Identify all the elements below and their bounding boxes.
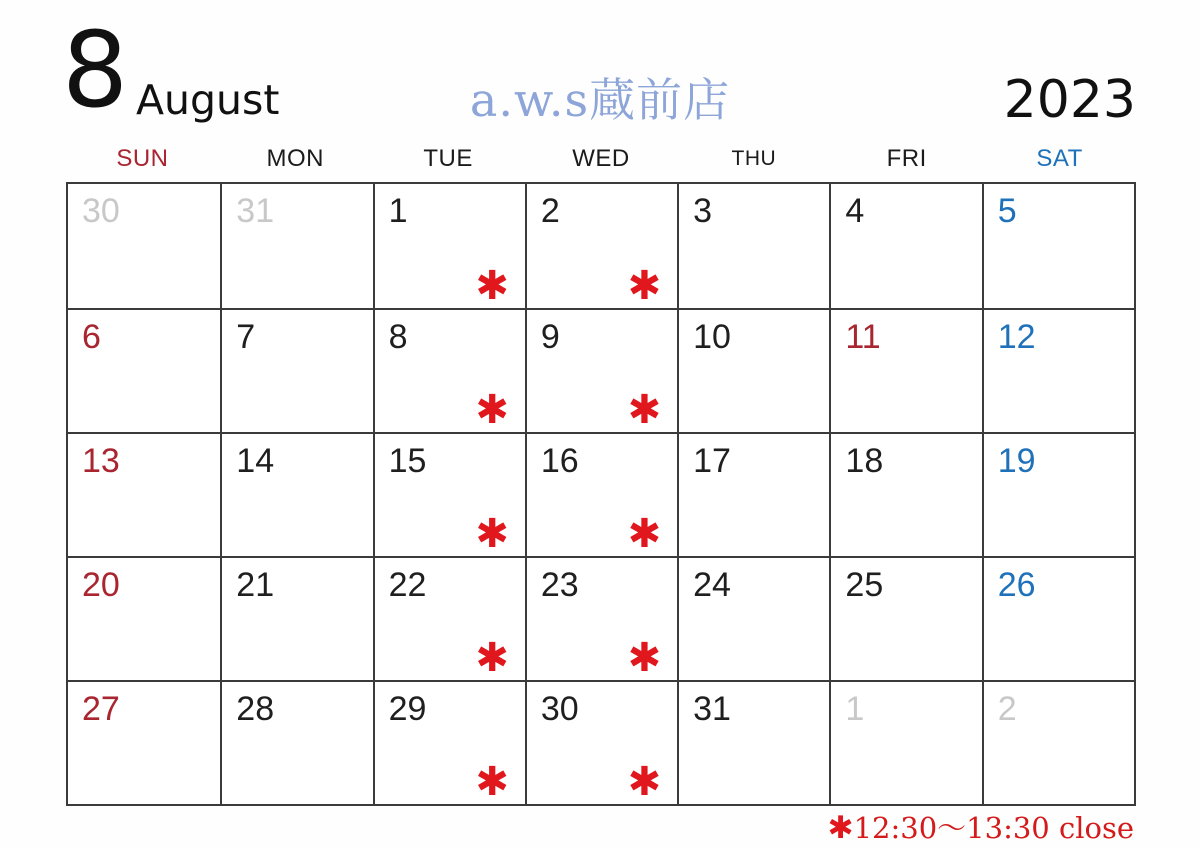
weekday-label: FRI — [886, 145, 927, 172]
calendar-cell — [829, 432, 981, 556]
year-label: 2023 — [1003, 70, 1136, 130]
day-number: 28 — [236, 690, 275, 728]
month-name: August — [136, 76, 280, 124]
calendar-cell — [68, 680, 220, 804]
calendar-cell — [373, 308, 525, 432]
calendar-cell — [220, 308, 372, 432]
calendar-cell — [220, 184, 372, 308]
closed-asterisk-icon: ✱ — [475, 759, 509, 805]
day-number: 21 — [236, 566, 275, 604]
day-number: 6 — [82, 318, 101, 356]
day-number: 11 — [845, 318, 881, 356]
calendar-cell — [373, 556, 525, 680]
day-number: 26 — [997, 566, 1036, 604]
calendar-cell — [68, 556, 220, 680]
closed-asterisk-icon: ✱ — [627, 635, 662, 681]
calendar-cell — [220, 556, 372, 680]
weekday-label: SUN — [116, 145, 169, 172]
day-number: 1 — [388, 192, 408, 230]
day-number: 27 — [82, 690, 120, 728]
month-number: 8 — [62, 9, 129, 131]
day-number: 16 — [540, 442, 579, 480]
day-number: 30 — [82, 192, 120, 230]
closed-asterisk-icon: ✱ — [475, 263, 509, 309]
calendar-cell — [68, 184, 220, 308]
day-number: 29 — [388, 690, 427, 728]
day-number: 12 — [997, 318, 1036, 356]
calendar-cell — [373, 432, 525, 556]
calendar-cell — [220, 680, 372, 804]
weekday-header-row — [66, 140, 1136, 178]
day-number: 2 — [540, 192, 560, 230]
day-number: 9 — [540, 318, 560, 356]
calendar-cell — [677, 556, 829, 680]
day-number: 15 — [388, 442, 427, 480]
closed-asterisk-icon: ✱ — [627, 759, 662, 805]
day-number: 5 — [997, 192, 1017, 230]
day-number: 7 — [236, 318, 256, 356]
weekday-label: TUE — [423, 145, 473, 172]
calendar-cell — [677, 680, 829, 804]
calendar-cell — [829, 184, 981, 308]
calendar-cell — [677, 184, 829, 308]
day-number: 4 — [845, 192, 865, 230]
calendar-cell — [677, 432, 829, 556]
calendar-cell — [829, 680, 981, 804]
footnote-asterisk-icon: ✱ — [827, 810, 854, 846]
calendar-cell — [982, 308, 1134, 432]
calendar-cell — [373, 184, 525, 308]
closed-asterisk-icon: ✱ — [627, 263, 662, 309]
calendar-cell — [677, 308, 829, 432]
calendar-cell — [68, 308, 220, 432]
calendar-cell — [525, 432, 677, 556]
day-number: 14 — [236, 442, 275, 480]
calendar-cell — [982, 432, 1134, 556]
calendar-cell — [525, 680, 677, 804]
day-number: 23 — [540, 566, 579, 604]
calendar-cell — [220, 432, 372, 556]
calendar-cell — [829, 308, 981, 432]
day-number: 25 — [845, 566, 884, 604]
day-number: 19 — [997, 442, 1036, 480]
footnote — [828, 806, 1134, 847]
day-number: 31 — [236, 192, 275, 230]
calendar-cell — [525, 308, 677, 432]
closed-asterisk-icon: ✱ — [475, 635, 509, 681]
day-number: 13 — [82, 442, 120, 480]
day-number: 1 — [845, 690, 865, 728]
closed-asterisk-icon: ✱ — [627, 511, 662, 557]
calendar-cell — [829, 556, 981, 680]
calendar-cell — [525, 184, 677, 308]
day-number: 31 — [693, 690, 731, 728]
day-number: 20 — [82, 566, 120, 604]
closed-asterisk-icon: ✱ — [475, 387, 509, 433]
day-number: 18 — [845, 442, 884, 480]
day-number: 22 — [388, 566, 427, 604]
calendar-grid — [66, 182, 1136, 806]
calendar-cell — [982, 184, 1134, 308]
closed-asterisk-icon: ✱ — [627, 387, 662, 433]
store-name: a.w.s蔵前店 — [469, 73, 731, 127]
closed-asterisk-icon: ✱ — [475, 511, 509, 557]
day-number: 17 — [693, 442, 731, 480]
weekday-label: SAT — [1036, 145, 1083, 172]
calendar-cell — [982, 556, 1134, 680]
day-number: 2 — [997, 690, 1017, 728]
day-number: 8 — [388, 318, 408, 356]
day-number: 24 — [693, 566, 731, 604]
day-number: 30 — [540, 690, 579, 728]
calendar-cell — [68, 432, 220, 556]
weekday-label: MON — [266, 145, 325, 172]
weekday-label: THU — [731, 147, 777, 170]
calendar-cell — [373, 680, 525, 804]
weekday-label: WED — [572, 145, 630, 172]
calendar-cell — [982, 680, 1134, 804]
footnote-text: 12:30〜13:30 close — [853, 811, 1134, 845]
day-number: 10 — [693, 318, 731, 356]
calendar-cell — [525, 556, 677, 680]
day-number: 3 — [693, 192, 713, 230]
